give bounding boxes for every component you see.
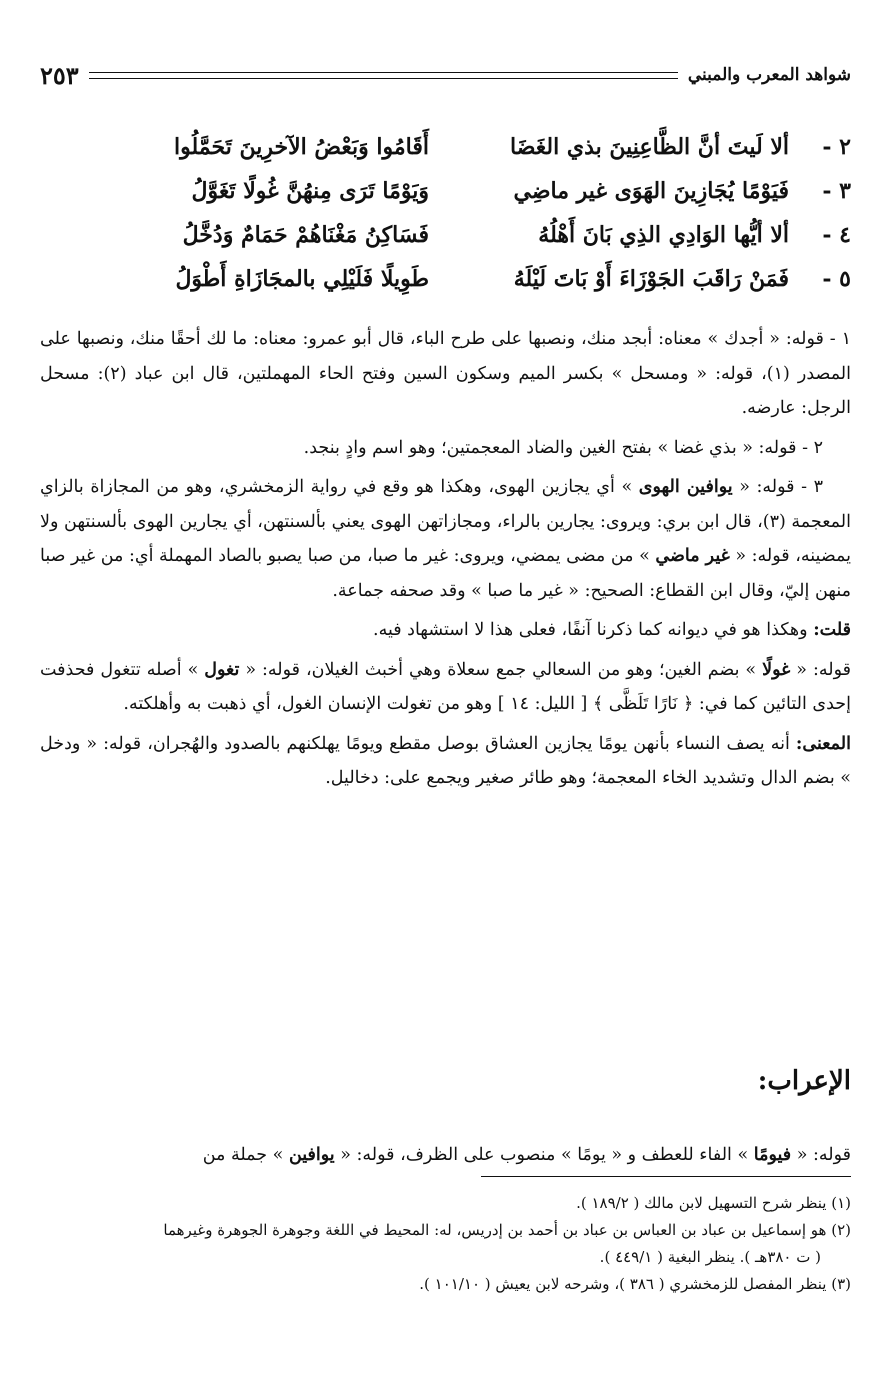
footnote-2: (٢) هو إسماعيل بن عباد بن العباس بن عباد بن أحمد بن إدريس، له: المحيط في اللغة وجوهرة الجوهرة وغيرهما	[163, 1221, 851, 1239]
bold-term: يوافين الهوى	[638, 477, 733, 497]
commentary-block	[40, 322, 851, 801]
verse-first-hemistich: فَمَنْ رَاقَبَ الجَوْزَاءَ أَوْ بَاتَ لَيْلَهُ	[513, 266, 789, 292]
commentary-paragraph-3	[40, 470, 851, 608]
verse-second-hemistich: طَوِيلًا فَلَيْلِي بالمجَازَاةِ أَطْوَلُ	[175, 266, 429, 292]
text-run: أنه يصف النساء بأنهن يومًا يجازين العشاق بوصل مقطع ويومًا يهلكنهم بالصدود والهُجران، قوله: « ودخل » بضم الدال وتشديد الخاء المعجمة؛ وهو طائر صغير ويجمع على: دخاليل.	[40, 733, 851, 788]
verse-line	[40, 213, 851, 257]
page-header	[40, 58, 851, 92]
bold-term: تغول	[204, 659, 240, 680]
verse-number: ٢ -	[822, 134, 851, 160]
verse-second-hemistich: وَيَوْمًا تَرَى مِنهُنَّ غُولًا تَغَوَّلُ	[191, 178, 429, 204]
footnote-3: (٣) ينظر المفصل للزمخشري ( ٣٨٦ )، وشرحه لابن يعيش ( ١٠١/١٠ ).	[419, 1275, 851, 1293]
text-run: » أصله تتغول فحذفت إحدى التائين كما في: ﴿ نَارًا تَلَظَّى ﴾ [ الليل: ١٤ ] وهو من تغولت الإنسان الغول، أي ذهبت به وأهلكته.	[40, 659, 851, 714]
footnote-rule	[481, 1176, 851, 1177]
verse-second-hemistich: أَقَامُوا وَبَعْضُ الآخرِينَ تَحَمَّلُوا	[174, 134, 429, 160]
verse-number: ٥ -	[822, 266, 851, 292]
verse-first-hemistich: ألا أيُّها الوَادِي الذِي بَانَ أَهْلُهُ	[538, 222, 789, 248]
text-run: » أي يجازين الهوى، وهكذا هو وقع في رواية الزمخشري، وهو من المجازاة بالزاي المعجمة (٣)، قال ابن بري: ويروى: يجارين بالراء، ومجازاتهن الهوى يعني بألسنتهن، أي يجارين الهوى بألسنتهن ولا يمضينه، قوله: «	[40, 477, 851, 566]
verse-number: ٣ -	[822, 178, 851, 204]
text-run: » بضم الغين؛ وهو من السعالي جمع سعلاة وهي أخبث الغيلان، قوله: «	[239, 659, 763, 680]
text-run: قوله: «	[790, 659, 851, 680]
verse-number: ٤ -	[822, 222, 851, 248]
verse-second-hemistich: فَسَاكِنُ مَغْنَاهُمْ حَمَامٌ وَدُخَّلُ	[182, 222, 429, 248]
verse-first-hemistich: ألا لَيتَ أنَّ الظَّاعِنِينَ بذي الغَضَا	[510, 134, 789, 160]
text-run: » جملة من	[202, 1144, 289, 1165]
commentary-paragraph-4	[40, 613, 851, 648]
text-run: قوله: «	[791, 1144, 851, 1165]
bold-term: غير ماضي	[655, 546, 730, 566]
verse-line	[40, 169, 851, 213]
paragraph-text: ١ - قوله: « أجدك » معناه: أبجد منك، ونصبها على طرح الباء، قال أبو عمرو: معناه: ما لك أحقًا منك، ونصبها على المصدر (١)، قوله: « ومسحل » بكسر الميم وسكون السين وفتح الحاء المهملتين، قال ابن عباد (٢): مسحل الرجل: عارضه.	[40, 329, 851, 418]
footnotes	[40, 1190, 851, 1298]
text-run: » الفاء للعطف و « يومًا » منصوب على الظرف، قوله: «	[334, 1144, 754, 1165]
bold-term: قلت:	[813, 620, 851, 640]
commentary-paragraph-6	[40, 727, 851, 796]
verses-block	[40, 125, 851, 301]
commentary-paragraph-1	[40, 322, 851, 426]
footnote-2-continued: ( ت ٣٨٠هـ ). ينظر البغية ( ٤٤٩/١ ).	[599, 1248, 821, 1266]
bold-term: فيومًا	[753, 1144, 792, 1165]
header-rule	[89, 72, 678, 79]
running-title: شواهد المعرب والمبني	[687, 65, 851, 85]
verse-line	[40, 257, 851, 301]
footnote-1: (١) ينظر شرح التسهيل لابن مالك ( ١٨٩/٢ ).	[576, 1194, 851, 1212]
page-number: ٢٥٣	[40, 60, 79, 90]
commentary-paragraph-2	[40, 431, 851, 466]
text-run: وهكذا هو في ديوانه كما ذكرنا آنفًا، فعلى هذا لا استشهاد فيه.	[373, 620, 814, 640]
commentary-paragraph-5	[40, 653, 851, 722]
bold-term: غولًا	[762, 659, 791, 680]
section-heading: الإعراب:	[757, 1066, 851, 1096]
bold-term: يوافين	[288, 1144, 335, 1165]
verse-first-hemistich: فَيَوْمًا يُجَازِينَ الهَوَى غير ماضِي	[513, 178, 789, 204]
verse-line	[40, 125, 851, 169]
text-run: » من مضى يمضي، ويروى: غير ما صبا، من صبا يصبو بالصاد المهملة أي: من غير صبا منهن إليّ، وقال ابن القطاع: الصحيح: « غير ما صبا » وقد صحفه جماعة.	[40, 546, 851, 601]
book-page	[40, 0, 851, 1389]
bold-term: المعنى:	[795, 733, 851, 754]
text-run: ٣ - قوله: «	[732, 477, 823, 497]
i3rab-paragraph	[40, 1138, 851, 1172]
paragraph-text: ٢ - قوله: « بذي غضا » بفتح الغين والضاد المعجمتين؛ وهو اسم وادٍ بنجد.	[303, 437, 823, 458]
